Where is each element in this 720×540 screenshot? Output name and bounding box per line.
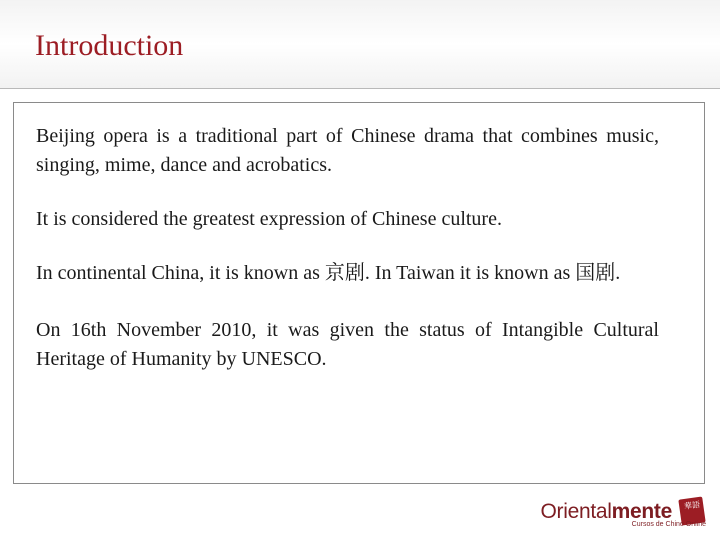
logo-text-mente: mente — [611, 500, 672, 523]
paragraph: On 16th November 2010, it was given the status of Intangible Cultural Heritage of Humanity by UNESCO. — [36, 319, 659, 370]
paragraph: In continental China, it is known as 京剧. In Taiwan it is known as 国剧. — [36, 262, 621, 284]
title-band — [0, 0, 720, 89]
paragraph: It is considered the greatest expression of Chinese culture. — [36, 208, 502, 230]
slide-title: Introduction — [35, 29, 184, 62]
seal-glyphs: 華語 — [683, 499, 701, 512]
slide-body — [36, 122, 659, 399]
orientalmente-logo — [541, 494, 707, 530]
logo-tagline: Cursos de Chino Online — [631, 521, 706, 528]
logo-text-oriental: Oriental — [540, 500, 612, 523]
paragraph: Beijing opera is a traditional part of Chinese drama that combines music, singing, mime, dance and acrobatics. — [36, 125, 659, 176]
